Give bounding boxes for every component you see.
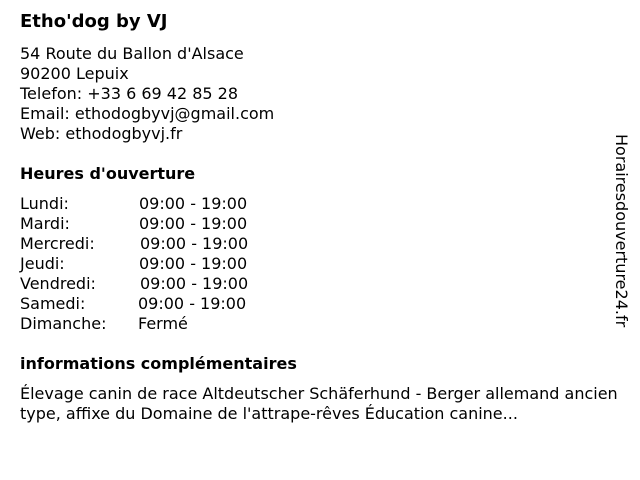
time-value: 09:00 - 19:00 (138, 294, 247, 313)
day-label: Dimanche: (20, 314, 107, 333)
time-value: 09:00 - 19:00 (139, 194, 248, 213)
day-label: Vendredi: (20, 274, 96, 293)
time-value: 09:00 - 19:00 (140, 274, 249, 293)
time-value: 09:00 - 19:00 (139, 254, 248, 273)
hours-row (20, 194, 320, 214)
day-label: Mercredi: (20, 234, 95, 253)
time-value: 09:00 - 19:00 (140, 234, 249, 253)
info-description: Élevage canin de race Altdeutscher Schäferhund - Berger allemand ancien type, affixe du Domaine de l'attrape-rêves Éducation canine... (20, 384, 618, 423)
time-value: 09:00 - 19:00 (139, 214, 248, 233)
day-label: Samedi: (20, 294, 86, 313)
hours-row (20, 234, 320, 254)
day-label: Lundi: (20, 194, 69, 213)
hours-row (20, 254, 320, 274)
hours-row (20, 214, 320, 234)
day-label: Jeudi: (20, 254, 65, 273)
hours-heading: Heures d'ouverture (20, 164, 196, 183)
hours-row (20, 294, 320, 314)
hours-row (20, 314, 320, 334)
hours-table (20, 194, 320, 334)
contact-block (20, 44, 274, 144)
phone-number: Telefon: +33 6 69 42 85 28 (20, 84, 239, 103)
website: Web: ethodogbyvj.fr (20, 124, 183, 143)
site-watermark: Horairesdouverture24.fr (612, 134, 631, 328)
hours-row (20, 274, 320, 294)
day-label: Mardi: (20, 214, 70, 233)
business-name: Etho'dog by VJ (20, 11, 168, 32)
info-heading: informations complémentaires (20, 354, 297, 373)
email-address: Email: ethodogbyvj@gmail.com (20, 104, 275, 123)
time-value: Fermé (138, 314, 188, 333)
city-postal: 90200 Lepuix (20, 64, 129, 83)
street-address: 54 Route du Ballon d'Alsace (20, 44, 244, 63)
